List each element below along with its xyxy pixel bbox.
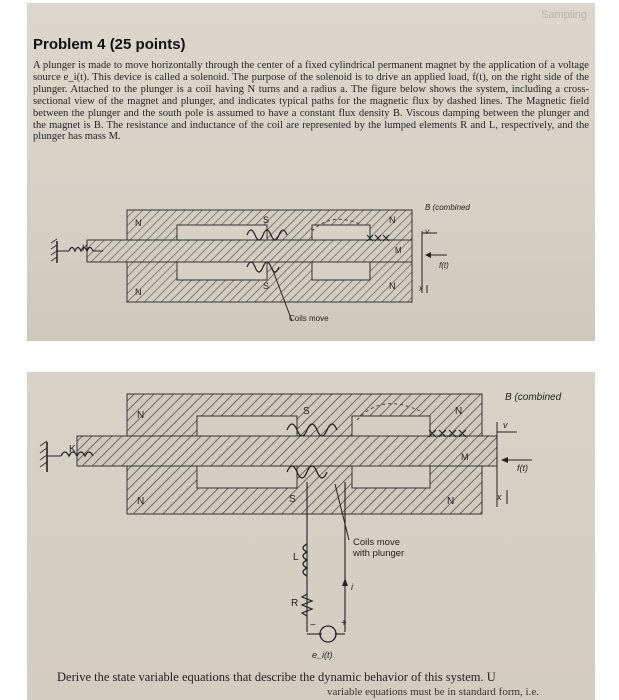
bottom-question-text: Derive the state variable equations that describe the dynamic behavior of this system. U [57, 670, 496, 684]
label-x: x [419, 284, 423, 293]
label2-coils-line2: with plunger [353, 548, 405, 559]
label2-n-top-right: N [455, 406, 463, 417]
label2-coils-move [353, 537, 404, 559]
label-s-bottom: S [263, 281, 270, 291]
label2-plus: + [341, 618, 347, 629]
label2-s-top: S [303, 406, 310, 417]
label2-v: v [503, 420, 508, 430]
label-k: K [82, 243, 89, 253]
problem-title: Problem 4 (25 points) [33, 36, 186, 53]
label2-b-combined: B (combined [505, 392, 562, 403]
solenoid-diagram-2 [27, 372, 595, 700]
label2-n-top-left: N [137, 410, 145, 421]
label2-x: x [497, 492, 502, 502]
photo-bottom [27, 372, 595, 700]
label2-i: i [351, 582, 353, 592]
bleed-through-text: Sampling [541, 9, 587, 21]
label2-f: f(t) [517, 463, 528, 473]
label2-r: R [291, 598, 299, 609]
label-n-top-left: N [135, 218, 142, 228]
label-v: v [425, 227, 429, 236]
label-n-top-right: N [389, 215, 396, 225]
label-m: M [395, 246, 402, 255]
label-n-bottom-right: N [389, 281, 396, 291]
label2-s-bottom: S [289, 494, 296, 505]
label-n-bottom-left: N [135, 287, 142, 297]
photo-top [27, 3, 595, 341]
label2-l: L [293, 552, 299, 563]
label2-source: e_i(t) [312, 650, 333, 660]
solenoid-diagram-1 [27, 3, 595, 341]
label2-coils-line1: Coils move [353, 537, 400, 548]
label-f: f(t) [439, 261, 449, 270]
label2-k: K [69, 444, 76, 455]
bottom-question-text-2: variable equations must be in standard form, i.e. [327, 686, 539, 698]
label-coils-move: Coils move [289, 314, 329, 323]
label2-m: M [461, 452, 469, 462]
label2-n-bottom-left: N [137, 496, 145, 507]
label-b-combined: B (combined [425, 203, 470, 212]
label2-n-bottom-right: N [447, 496, 455, 507]
label2-minus: − [310, 620, 316, 631]
label-s-top: S [263, 215, 270, 225]
problem-paragraph: A plunger is made to move horizontally through the center of a fixed cylindrical permanent magnet by the application of a voltage source e_i(t). This device is called a solenoid. The purpose of the solenoid is to drive an applied load, f(t), on the right side of the plunger. Attached to the plunger is a coil having N turns and a radius a. The figure below shows the system, including a cross-sectional view of the magnet and plunger, and indicates typical paths for the magnetic flux by dashed lines. The Magnetic field between the plunger and the south pole is assumed to have a constant flux density B. Viscous damping between the plunger and the magnet is B. The resistance and inductance of the coil are represented by the lumped elements R and L, respectively, and the plunger has mass M. [33, 60, 589, 143]
